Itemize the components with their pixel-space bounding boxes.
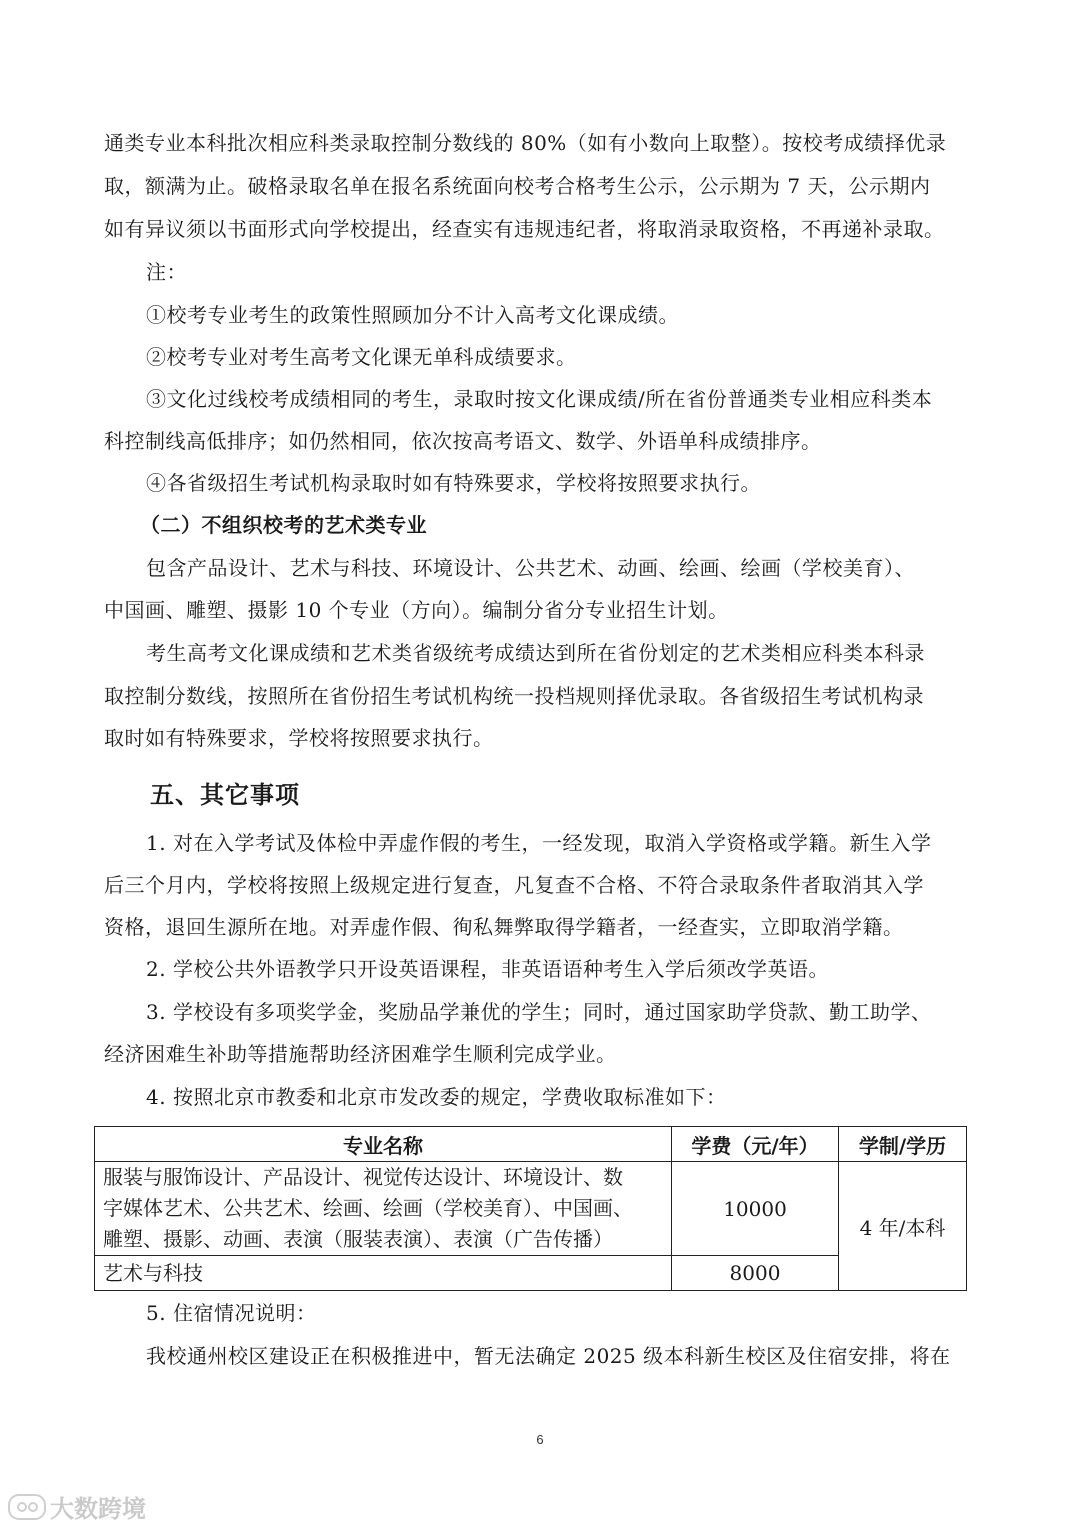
paragraph-line: 考生高考文化课成绩和艺术类省级统考成绩达到所在省份划定的艺术类相应科类本科录 (146, 641, 925, 665)
major-line: 服装与服饰设计、产品设计、视觉传达设计、环境设计、数 (103, 1165, 623, 1189)
paragraph-line: 1. 对在入学考试及体检中弄虚作假的考生，一经发现，取消入学资格或学籍。新生入学 (146, 831, 932, 855)
note-item: ②校考专业对考生高考文化课无单科成绩要求。 (146, 345, 577, 369)
header-major: 专业名称 (95, 1127, 672, 1162)
paragraph-line: 3. 学校设有多项奖学金，奖励品学兼优的学生；同时，通过国家助学贷款、勤工助学、 (146, 1000, 932, 1024)
paragraph-line: 5. 住宿情况说明： (146, 1301, 317, 1325)
table-header-row (95, 1127, 967, 1162)
paragraph-line: 我校通州校区建设正在积极推进中，暂无法确定 2025 级本科新生校区及住宿安排，将在 (146, 1344, 951, 1368)
header-system: 学制/学历 (839, 1127, 967, 1162)
paragraph-line: 通类专业本科批次相应科类录取控制分数线的 80%（如有小数向上取整）。按校考成绩择优录 (104, 131, 947, 155)
fee-table (94, 1126, 967, 1291)
system-cell: 4 年/本科 (839, 1162, 967, 1291)
table-row (95, 1162, 967, 1256)
paragraph-line: 资格，退回生源所在地。对弄虚作假、徇私舞弊取得学籍者，一经查实，立即取消学籍。 (104, 915, 904, 939)
page-number: 6 (536, 1432, 544, 1447)
section-title: 五、其它事项 (150, 780, 300, 809)
major-line: 雕塑、摄影、动画、表演（服装表演）、表演（广告传播） (103, 1227, 613, 1251)
note-label: 注： (146, 260, 187, 284)
fee-cell: 10000 (672, 1162, 839, 1256)
major-cell: 艺术与科技 (95, 1256, 672, 1291)
note-item: ①校考专业考生的政策性照顾加分不计入高考文化课成绩。 (146, 303, 679, 327)
table-row (95, 1256, 967, 1291)
paragraph-line: 中国画、雕塑、摄影 10 个专业（方向）。编制分省分专业招生计划。 (104, 598, 729, 622)
paragraph-line: 取时如有特殊要求，学校将按照要求执行。 (104, 726, 494, 750)
note-item: ④各省级招生考试机构录取时如有特殊要求，学校将按照要求执行。 (146, 471, 761, 495)
paragraph-line: 4. 按照北京市教委和北京市发改委的规定，学费收取标准如下： (146, 1085, 727, 1109)
paragraph-line: 如有异议须以书面形式向学校提出，经查实有违规违纪者，将取消录取资格，不再递补录取。 (104, 217, 945, 241)
note-item: 科控制线高低排序；如仍然相同，依次按高考语文、数学、外语单科成绩排序。 (104, 429, 822, 453)
major-cell (95, 1162, 672, 1256)
paragraph-line: 取控制分数线，按照所在省份招生考试机构统一投档规则择优录取。各省级招生考试机构录 (104, 684, 924, 708)
fee-cell: 8000 (672, 1256, 839, 1291)
watermark-logo-icon (8, 1494, 46, 1520)
paragraph-line: 2. 学校公共外语教学只开设英语课程，非英语语种考生入学后须改学英语。 (146, 957, 829, 981)
watermark-text: 大数跨境 (50, 1495, 146, 1523)
note-item: ③文化过线校考成绩相同的考生，录取时按文化课成绩/所在省份普通类专业相应科类本 (146, 387, 933, 411)
watermark (8, 1489, 146, 1524)
paragraph-line: 包含产品设计、艺术与科技、环境设计、公共艺术、动画、绘画、绘画（学校美育）、 (146, 556, 915, 580)
paragraph-line: 取，额满为止。破格录取名单在报名系统面向校考合格考生公示，公示期为 7 天，公示期内 (104, 174, 931, 198)
paragraph-line: 后三个月内，学校将按照上级规定进行复查，凡复查不合格、不符合录取条件者取消其入学 (104, 873, 924, 897)
subsection-title: （二）不组织校考的艺术类专业 (140, 513, 427, 537)
paragraph-line: 经济困难生补助等措施帮助经济困难学生顺利完成学业。 (104, 1042, 617, 1066)
header-fee: 学费（元/年） (672, 1127, 839, 1162)
major-line: 字媒体艺术、公共艺术、绘画、绘画（学校美育）、中国画、 (103, 1196, 633, 1220)
